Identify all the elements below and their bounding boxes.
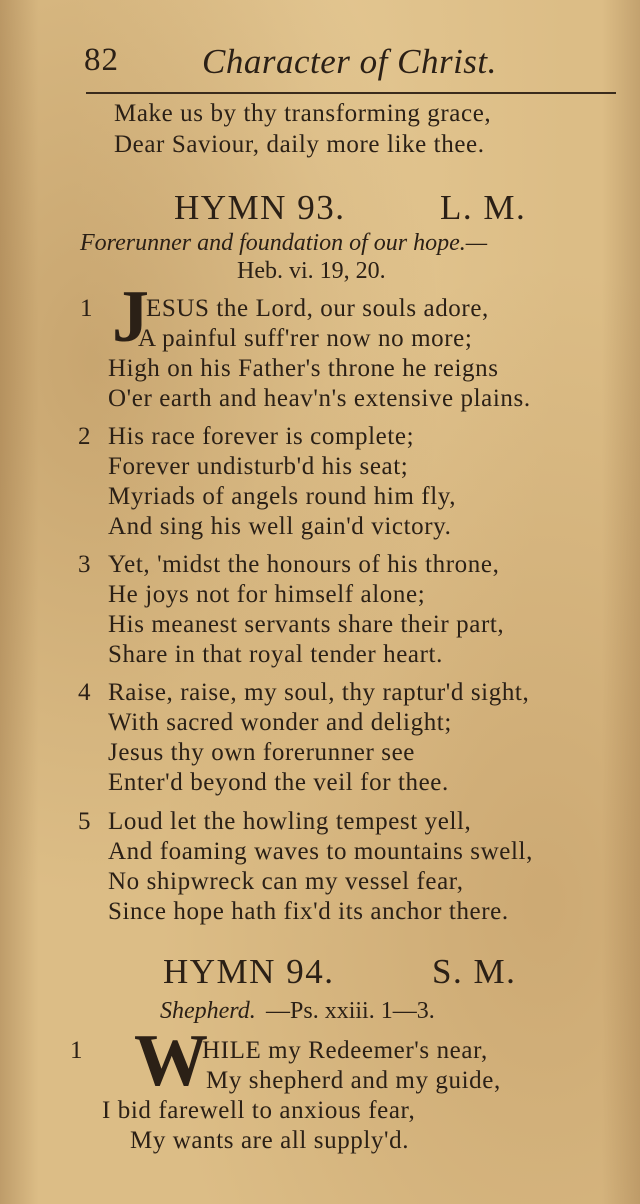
continuation-line: Dear Saviour, daily more like thee. <box>114 131 485 158</box>
verse-line: I bid farewell to anxious fear, <box>102 1097 416 1124</box>
stanza-number: 5 <box>78 808 91 835</box>
verse-line: Yet, 'midst the honours of his throne, <box>108 551 500 578</box>
verse-line: A painful suff'rer now no more; <box>138 325 473 352</box>
verse-line: High on his Father's throne he reigns <box>108 355 499 382</box>
stanza-number: 4 <box>78 679 91 706</box>
running-title: Character of Christ. <box>202 42 497 81</box>
verse-line: My shepherd and my guide, <box>206 1067 501 1094</box>
verse-line: O'er earth and heav'n's extensive plains. <box>108 385 531 412</box>
verse-line: Loud let the howling tempest yell, <box>108 808 472 835</box>
hymn-93-number: HYMN 93. <box>174 188 346 227</box>
verse-line: Share in that royal tender heart. <box>108 641 443 668</box>
hymn-93-subtitle: Forerunner and foundation of our hope.— <box>80 230 488 256</box>
hymn-93-meter: L. M. <box>440 188 527 227</box>
hymn-94-scripture: —Ps. xxiii. 1—3. <box>266 998 435 1024</box>
stanza-number: 1 <box>80 295 93 322</box>
verse-line: Raise, raise, my soul, thy raptur'd sight, <box>108 679 530 706</box>
hymn-94-meter: S. M. <box>432 952 517 991</box>
verse-line: Myriads of angels round him fly, <box>108 483 457 510</box>
page-number: 82 <box>84 42 119 78</box>
continuation-line: Make us by thy transforming grace, <box>114 100 492 127</box>
hymn-94-subtitle: Shepherd. <box>160 998 256 1024</box>
verse-line: He joys not for himself alone; <box>108 581 426 608</box>
verse-line: His race forever is complete; <box>108 423 415 450</box>
verse-line: And sing his well gain'd victory. <box>108 513 452 540</box>
verse-line: Forever undisturb'd his seat; <box>108 453 409 480</box>
hymn-93-scripture: Heb. vi. 19, 20. <box>237 258 386 284</box>
stanza-number: 3 <box>78 551 91 578</box>
verse-line: HILE my Redeemer's near, <box>202 1037 488 1064</box>
stanza-number: 1 <box>70 1037 83 1064</box>
verse-line: Enter'd beyond the veil for thee. <box>108 769 449 796</box>
verse-line: Jesus thy own forerunner see <box>108 739 415 766</box>
running-head <box>84 42 614 88</box>
drop-cap: W <box>134 1020 208 1102</box>
verse-line: With sacred wonder and delight; <box>108 709 452 736</box>
verse-line: And foaming waves to mountains swell, <box>108 838 533 865</box>
hymn-94-number: HYMN 94. <box>163 952 335 991</box>
drop-cap: J <box>112 276 149 358</box>
stanza-number: 2 <box>78 423 91 450</box>
verse-line: No shipwreck can my vessel fear, <box>108 868 464 895</box>
verse-line: His meanest servants share their part, <box>108 611 505 638</box>
verse-line: My wants are all supply'd. <box>130 1127 410 1154</box>
verse-line: Since hope hath fix'd its anchor there. <box>108 898 509 925</box>
verse-line: ESUS the Lord, our souls adore, <box>146 295 489 322</box>
header-rule <box>86 92 616 94</box>
